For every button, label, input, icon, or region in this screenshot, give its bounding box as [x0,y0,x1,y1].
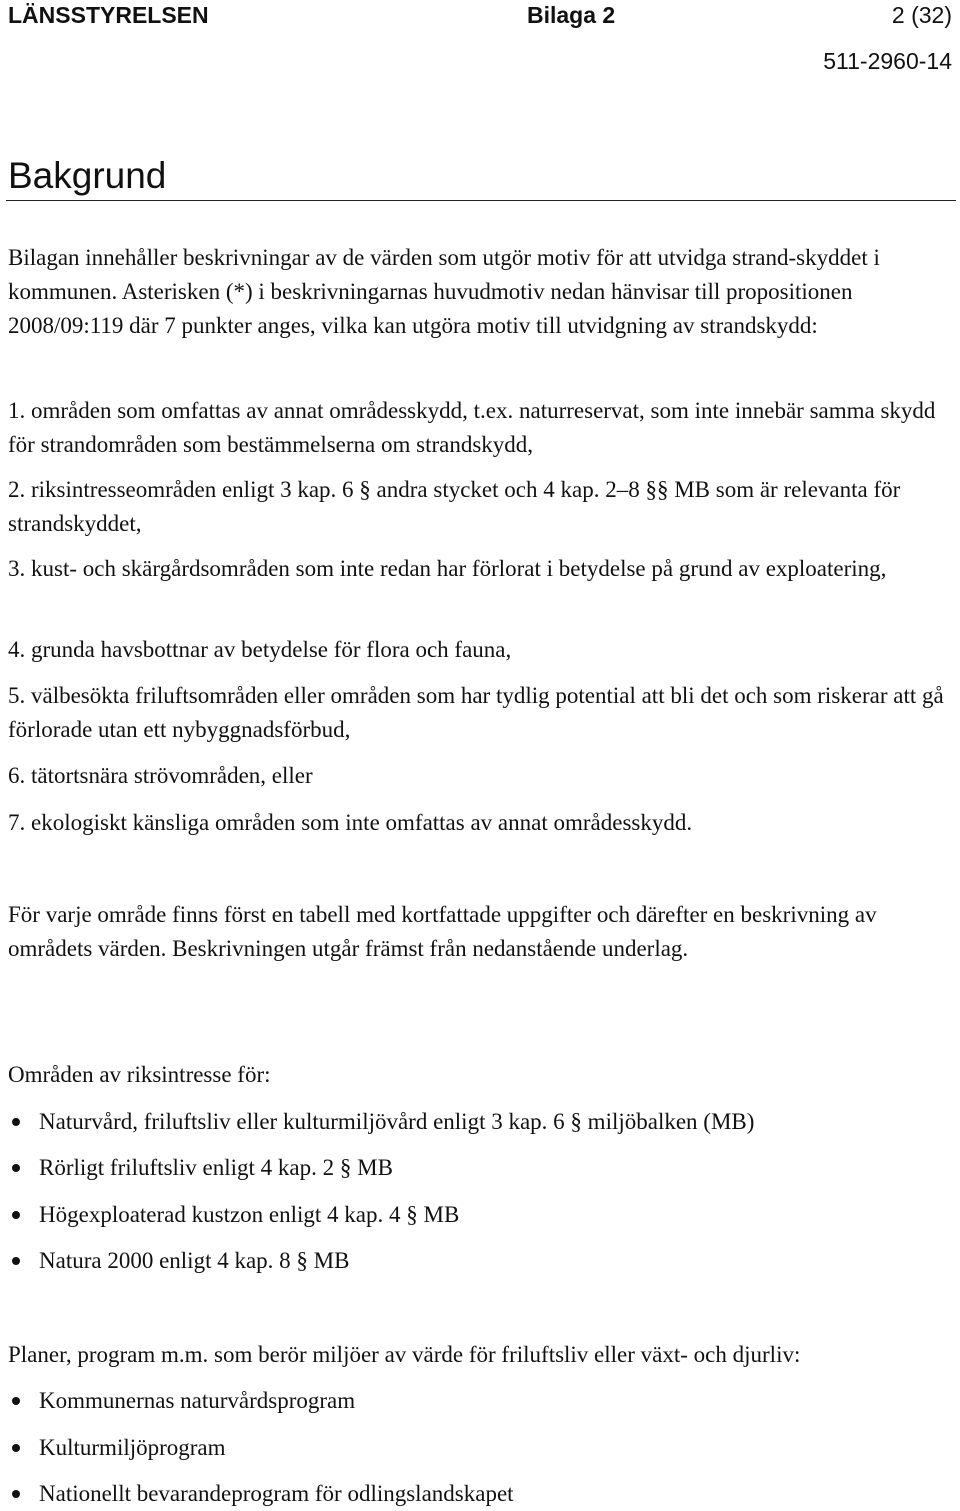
organization-name: LÄNSSTYRELSEN [8,2,209,28]
description-paragraph: För varje område finns först en tabell med kortfattade uppgifter och därefter en beskrivning av områdets värden. Beskrivningen utgår främst från nedanstående underlag. [8,902,877,961]
title-divider [6,200,956,201]
bullet-icon [12,1397,20,1405]
criteria-item: 5. välbesökta friluftsområden eller områden som har tydlig potential att bli det och som riskerar att gå förlorade utan ett nybyggnadsförbud, [8,683,944,742]
planer-item-label: Nationellt bevarandeprogram för odlingslandskapet [39,1481,514,1506]
bullet-icon [12,1257,20,1265]
riksintresse-item-label: Rörligt friluftsliv enligt 4 kap. 2 § MB [39,1155,393,1180]
riksintresse-item-label: Natura 2000 enligt 4 kap. 8 § MB [39,1248,350,1273]
bullet-icon [12,1164,20,1172]
riksintresse-item-label: Naturvård, friluftsliv eller kulturmiljövård enligt 3 kap. 6 § miljöbalken (MB) [39,1109,755,1134]
planer-item-label: Kommunernas naturvårdsprogram [39,1388,356,1413]
criteria-item: 1. områden som omfattas av annat områdesskydd, t.ex. naturreservat, som inte innebär samma skydd för strandområden som bestämmelserna om strandskydd, [8,398,936,457]
criteria-item: 7. ekologiskt känsliga områden som inte omfattas av annat områdesskydd. [8,810,693,835]
page-title: Bakgrund [8,155,167,196]
criteria-item: 2. riksintresseområden enligt 3 kap. 6 § andra stycket och 4 kap. 2–8 §§ MB som är relevanta för strandskyddet, [8,477,901,536]
riksintresse-item-label: Högexploaterad kustzon enligt 4 kap. 4 § MB [39,1202,460,1227]
riksintresse-heading: Områden av riksintresse för: [8,1062,271,1087]
bullet-icon [12,1444,20,1452]
criteria-item: 3. kust- och skärgårdsområden som inte redan har förlorat i betydelse på grund av exploatering, [8,556,887,581]
planer-heading: Planer, program m.m. som berör miljöer av värde för friluftsliv eller växt- och djurliv: [8,1342,801,1367]
document-number: 511-2960-14 [823,48,952,74]
page-number: 2 (32) [891,2,952,28]
bullet-icon [12,1211,20,1219]
intro-paragraph: Bilagan innehåller beskrivningar av de värden som utgör motiv för att utvidga strand-skyddet i kommunen. Asterisken (*) i beskrivningarnas huvudmotiv nedan hänvisar till propositionen 2008/09:119 där 7 punkter anges, vilka kan utgöra motiv till utvidgning av strandskydd: [8,245,880,338]
criteria-item: 6. tätortsnära strövområden, eller [8,763,313,788]
bullet-icon [12,1490,20,1498]
bullet-icon [12,1118,20,1126]
planer-item-label: Kulturmiljöprogram [39,1435,226,1460]
document-type: Bilaga 2 [527,2,616,28]
criteria-item: 4. grunda havsbottnar av betydelse för flora och fauna, [8,637,512,662]
